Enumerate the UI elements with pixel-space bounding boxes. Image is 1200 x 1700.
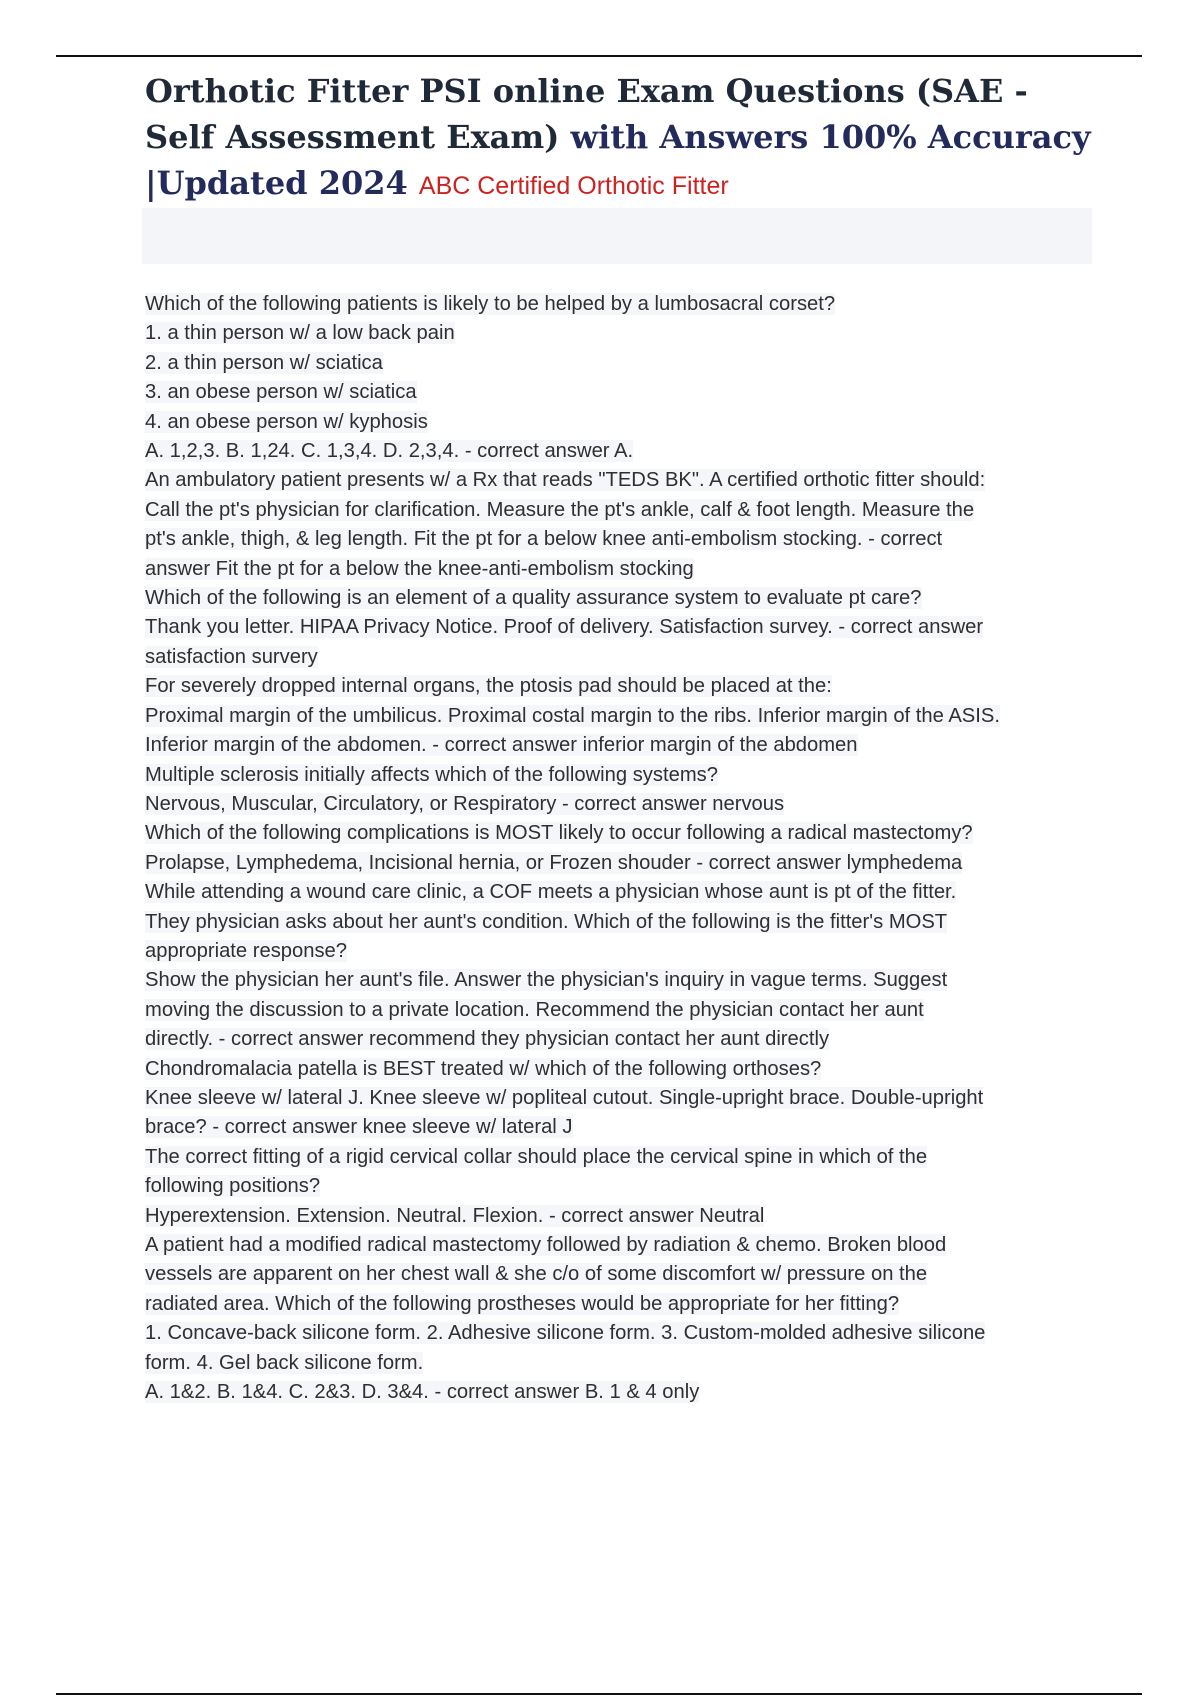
content-line-text: Show the physician her aunt's file. Answer the physician's inquiry in vague terms. Suggest xyxy=(145,969,948,992)
content-line xyxy=(145,408,1095,437)
content-line-text: An ambulatory patient presents w/ a Rx that reads "TEDS BK". A certified orthotic fitter should: xyxy=(145,469,986,492)
content-line xyxy=(145,613,1095,642)
content-line xyxy=(145,761,1095,790)
title-part-dark: Orthotic Fitter PSI online Exam Questions (SAE - Self Assessment Exam) xyxy=(145,72,1028,156)
content-line-text: 1. Concave-back silicone form. 2. Adhesive silicone form. 3. Custom-molded adhesive silicone xyxy=(145,1322,986,1345)
content-line xyxy=(145,319,1095,348)
content-line-text: Inferior margin of the abdomen. - correct answer inferior margin of the abdomen xyxy=(145,734,858,757)
content-line-text: While attending a wound care clinic, a COF meets a physician whose aunt is pt of the fitter. xyxy=(145,881,957,904)
content-line-text: A. 1&2. B. 1&4. C. 2&3. D. 3&4. - correct answer B. 1 & 4 only xyxy=(145,1381,700,1404)
content-line xyxy=(145,437,1095,466)
content-line-text: The correct fitting of a rigid cervical collar should place the cervical spine in which of the xyxy=(145,1145,928,1168)
content-line-text: appropriate response? xyxy=(145,939,348,962)
content-line xyxy=(145,584,1095,613)
content-line xyxy=(145,672,1095,701)
content-line xyxy=(145,996,1095,1025)
content-line xyxy=(145,1143,1095,1172)
content-line xyxy=(145,819,1095,848)
content-line-text: pt's ankle, thigh, & leg length. Fit the pt for a below knee anti-embolism stocking. - correct xyxy=(145,528,943,551)
content-line-text: Multiple sclerosis initially affects which of the following systems? xyxy=(145,763,718,786)
content-line-text: satisfaction survery xyxy=(145,645,318,668)
content-line xyxy=(145,378,1095,407)
content-line xyxy=(145,878,1095,907)
content-line xyxy=(145,1172,1095,1201)
content-line-text: 4. an obese person w/ kyphosis xyxy=(145,410,428,433)
content-line-text: directly. - correct answer recommend they physician contact her aunt directly xyxy=(145,1028,830,1051)
content-line-text: A patient had a modified radical mastectomy followed by radiation & chemo. Broken blood xyxy=(145,1234,947,1256)
content-line-text: Thank you letter. HIPAA Privacy Notice. Proof of delivery. Satisfaction survey. - correct answer xyxy=(145,616,984,639)
content-line-text: 1. a thin person w/ a low back pain xyxy=(145,322,455,345)
content-line-text: Proximal margin of the umbilicus. Proximal costal margin to the ribs. Inferior margin of the ASIS. xyxy=(145,704,1000,727)
content-line xyxy=(145,937,1095,966)
content-line-text: Nervous, Muscular, Circulatory, or Respiratory - correct answer nervous xyxy=(145,792,785,815)
content-line-text: Call the pt's physician for clarification. Measure the pt's ankle, calf & foot length. Measure the xyxy=(145,498,975,521)
top-rule xyxy=(56,55,1142,57)
content-line xyxy=(145,290,1095,319)
content-line xyxy=(145,349,1095,378)
content-line xyxy=(145,790,1095,819)
content-line-text: brace? - correct answer knee sleeve w/ lateral J xyxy=(145,1116,573,1139)
content-line-text: vessels are apparent on her chest wall & she c/o of some discomfort w/ pressure on the xyxy=(145,1263,928,1286)
question-list xyxy=(145,290,1095,1407)
content-line xyxy=(145,1349,1095,1378)
content-line xyxy=(145,466,1095,495)
content-line xyxy=(145,1378,1095,1407)
content-line xyxy=(145,555,1095,584)
content-line xyxy=(145,908,1095,937)
content-line xyxy=(145,731,1095,760)
content-line-text: following positions? xyxy=(145,1175,321,1198)
content-line-text: A. 1,2,3. B. 1,24. C. 1,3,4. D. 2,3,4. - correct answer A. xyxy=(145,440,634,463)
content-line xyxy=(145,966,1095,995)
content-line xyxy=(145,1025,1095,1054)
content-line xyxy=(145,496,1095,525)
content-line-text: Knee sleeve w/ lateral J. Knee sleeve w/ popliteal cutout. Single-upright brace. Double-upright xyxy=(145,1086,984,1109)
content-line xyxy=(145,1084,1095,1113)
content-line-text: form. 4. Gel back silicone form. xyxy=(145,1351,424,1374)
content-line-text: Which of the following is an element of a quality assurance system to evaluate pt care? xyxy=(145,587,922,610)
content-line-text: answer Fit the pt for a below the knee-anti-embolism stocking xyxy=(145,557,694,580)
content-line xyxy=(145,1319,1095,1348)
content-line xyxy=(145,525,1095,554)
document-title xyxy=(145,68,1095,209)
content-line xyxy=(145,1113,1095,1142)
content-line-text: Hyperextension. Extension. Neutral. Flexion. - correct answer Neutral xyxy=(145,1204,765,1227)
document-subtitle: ABC Certified Orthotic Fitter xyxy=(418,172,729,200)
content-line xyxy=(145,1290,1095,1319)
bottom-rule xyxy=(56,1693,1142,1695)
content-line-text: Chondromalacia patella is BEST treated w/ which of the following orthoses? xyxy=(145,1057,822,1080)
content-line xyxy=(145,1231,1095,1260)
content-line xyxy=(145,702,1095,731)
content-line xyxy=(145,1055,1095,1084)
content-line-text: Prolapse, Lymphedema, Incisional hernia, or Frozen shouder - correct answer lymphedema xyxy=(145,851,963,874)
content-line-text: Which of the following complications is MOST likely to occur following a radical mastectomy? xyxy=(145,822,973,845)
content-line-text: They physician asks about her aunt's condition. Which of the following is the fitter's MOST xyxy=(145,910,948,933)
content-line xyxy=(145,1260,1095,1289)
content-line-text: For severely dropped internal organs, the ptosis pad should be placed at the: xyxy=(145,675,832,698)
content-line xyxy=(145,643,1095,672)
content-line-text: 2. a thin person w/ sciatica xyxy=(145,351,383,374)
content-line xyxy=(145,849,1095,878)
content-line-text: moving the discussion to a private location. Recommend the physician contact her aunt xyxy=(145,998,924,1021)
content-line-text: radiated area. Which of the following prostheses would be appropriate for her fitting? xyxy=(145,1292,900,1315)
document-header xyxy=(145,68,1095,209)
content-line xyxy=(145,1202,1095,1231)
header-band xyxy=(142,208,1092,264)
title-part-navy: with Answers 100% Accuracy |Updated 2024 xyxy=(145,118,1091,202)
content-line-text: Which of the following patients is likely to be helped by a lumbosacral corset? xyxy=(145,293,836,315)
content-line-text: 3. an obese person w/ sciatica xyxy=(145,381,417,404)
